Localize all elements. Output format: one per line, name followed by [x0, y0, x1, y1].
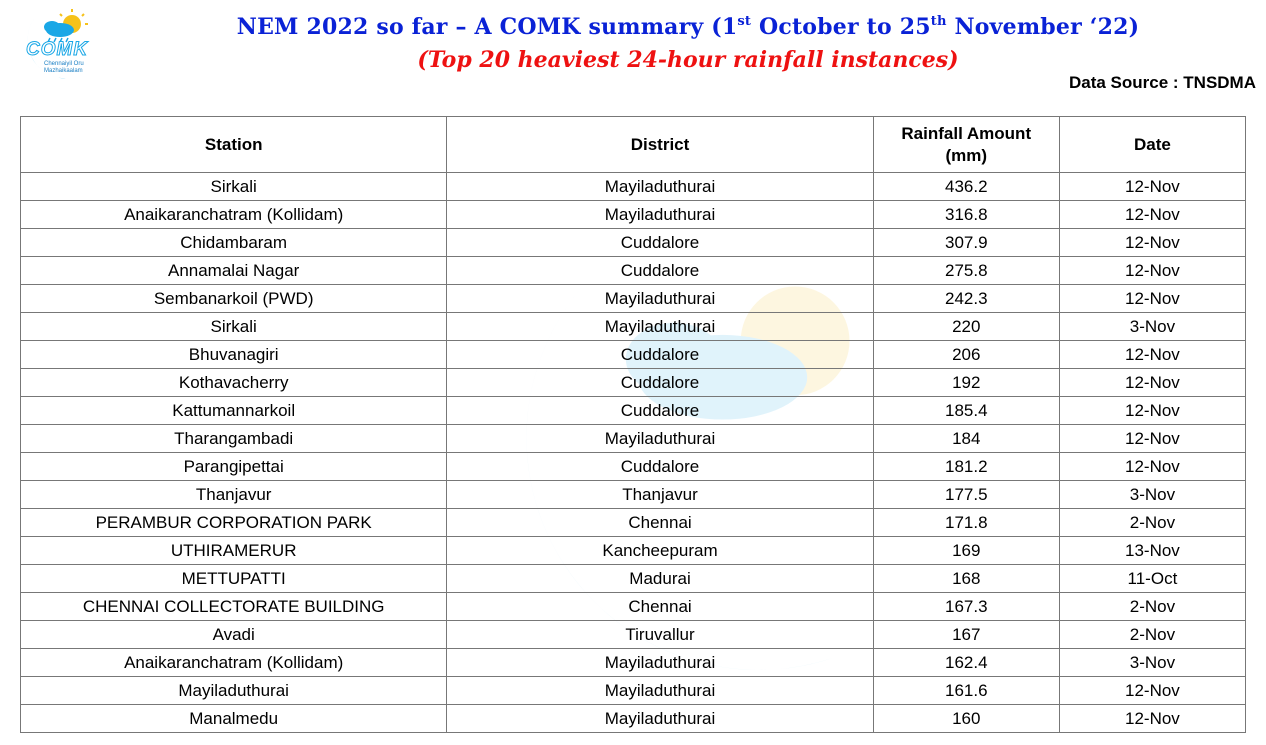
cell-date: 12-Nov: [1059, 397, 1245, 425]
cell-date: 12-Nov: [1059, 341, 1245, 369]
cell-district: Kancheepuram: [447, 537, 873, 565]
cell-station: Thanjavur: [21, 481, 447, 509]
cell-date: 12-Nov: [1059, 705, 1245, 733]
table-header-row: [21, 117, 1246, 173]
table-row: [21, 593, 1246, 621]
cell-rainfall: 177.5: [873, 481, 1059, 509]
cell-station: Avadi: [21, 621, 447, 649]
cell-district: Mayiladuthurai: [447, 425, 873, 453]
cell-district: Cuddalore: [447, 229, 873, 257]
cell-district: Mayiladuthurai: [447, 173, 873, 201]
table-row: [21, 173, 1246, 201]
cell-rainfall: 220: [873, 313, 1059, 341]
header-rainfall: [873, 117, 1059, 173]
cell-district: Mayiladuthurai: [447, 313, 873, 341]
cell-rainfall: 160: [873, 705, 1059, 733]
cell-rainfall: 171.8: [873, 509, 1059, 537]
cell-station: PERAMBUR CORPORATION PARK: [21, 509, 447, 537]
cell-district: Cuddalore: [447, 369, 873, 397]
cell-date: 12-Nov: [1059, 201, 1245, 229]
table-row: [21, 285, 1246, 313]
table-row: [21, 537, 1246, 565]
cell-station: METTUPATTI: [21, 565, 447, 593]
table-row: [21, 565, 1246, 593]
cell-rainfall: 167: [873, 621, 1059, 649]
table-row: [21, 341, 1246, 369]
cell-station: Anaikaranchatram (Kollidam): [21, 201, 447, 229]
table-row: [21, 313, 1246, 341]
cell-date: 3-Nov: [1059, 313, 1245, 341]
table-row: [21, 201, 1246, 229]
cell-date: 12-Nov: [1059, 453, 1245, 481]
cell-station: Sirkali: [21, 313, 447, 341]
cell-rainfall: 169: [873, 537, 1059, 565]
cell-date: 12-Nov: [1059, 173, 1245, 201]
cell-date: 12-Nov: [1059, 257, 1245, 285]
cell-station: CHENNAI COLLECTORATE BUILDING: [21, 593, 447, 621]
title-text-part1: NEM 2022 so far – A COMK summary (1: [236, 14, 738, 40]
cell-district: Chennai: [447, 593, 873, 621]
title-sup-th: th: [930, 14, 947, 29]
title-text-part3: November ‘22): [946, 14, 1140, 40]
cell-station: Mayiladuthurai: [21, 677, 447, 705]
cell-station: Bhuvanagiri: [21, 341, 447, 369]
cell-date: 12-Nov: [1059, 369, 1245, 397]
cell-rainfall: 275.8: [873, 257, 1059, 285]
cell-district: Mayiladuthurai: [447, 285, 873, 313]
cell-station: UTHIRAMERUR: [21, 537, 447, 565]
cell-rainfall: 162.4: [873, 649, 1059, 677]
cell-district: Mayiladuthurai: [447, 677, 873, 705]
header-rainfall-line1: Rainfall Amount: [901, 123, 1032, 143]
header-district: District: [447, 117, 873, 173]
table-row: [21, 397, 1246, 425]
cell-station: Kattumannarkoil: [21, 397, 447, 425]
cell-date: 2-Nov: [1059, 509, 1245, 537]
cell-rainfall: 181.2: [873, 453, 1059, 481]
cell-district: Cuddalore: [447, 397, 873, 425]
cell-district: Thanjavur: [447, 481, 873, 509]
cell-station: Annamalai Nagar: [21, 257, 447, 285]
cell-district: Chennai: [447, 509, 873, 537]
table-row: [21, 453, 1246, 481]
table-row: [21, 425, 1246, 453]
table-row: [21, 369, 1246, 397]
cell-station: Anaikaranchatram (Kollidam): [21, 649, 447, 677]
cell-date: 2-Nov: [1059, 593, 1245, 621]
cell-rainfall: 168: [873, 565, 1059, 593]
cell-district: Cuddalore: [447, 341, 873, 369]
cell-rainfall: 206: [873, 341, 1059, 369]
cell-district: Cuddalore: [447, 453, 873, 481]
table-row: [21, 481, 1246, 509]
cell-district: Madurai: [447, 565, 873, 593]
cell-rainfall: 192: [873, 369, 1059, 397]
cell-rainfall: 167.3: [873, 593, 1059, 621]
cell-rainfall: 185.4: [873, 397, 1059, 425]
cell-date: 12-Nov: [1059, 425, 1245, 453]
cell-station: Sirkali: [21, 173, 447, 201]
rainfall-table: [20, 116, 1246, 733]
data-source-label: Data Source : TNSDMA: [1068, 73, 1256, 92]
cell-station: Manalmedu: [21, 705, 447, 733]
cell-district: Mayiladuthurai: [447, 201, 873, 229]
cell-date: 2-Nov: [1059, 621, 1245, 649]
table-row: [21, 705, 1246, 733]
logo-text: COMK: [26, 39, 89, 60]
logo-tagline-line2: Mazhaikaalam: [44, 68, 83, 74]
header-station: Station: [21, 117, 447, 173]
table-row: [21, 621, 1246, 649]
table-row: [21, 649, 1246, 677]
cell-date: 11-Oct: [1059, 565, 1245, 593]
logo-tagline-line1: Chennaiyil Oru: [44, 61, 84, 67]
cell-station: Tharangambadi: [21, 425, 447, 453]
title-sup-st: st: [737, 14, 752, 29]
cell-date: 13-Nov: [1059, 537, 1245, 565]
comk-logo: [2, 4, 94, 90]
cell-district: Mayiladuthurai: [447, 649, 873, 677]
cell-station: Parangipettai: [21, 453, 447, 481]
cell-rainfall: 316.8: [873, 201, 1059, 229]
cell-date: 12-Nov: [1059, 229, 1245, 257]
table-row: [21, 229, 1246, 257]
cell-station: Sembanarkoil (PWD): [21, 285, 447, 313]
cell-district: Cuddalore: [447, 257, 873, 285]
cell-rainfall: 184: [873, 425, 1059, 453]
cell-station: Chidambaram: [21, 229, 447, 257]
cell-date: 3-Nov: [1059, 649, 1245, 677]
cell-rainfall: 161.6: [873, 677, 1059, 705]
page-subtitle: (Top 20 heaviest 24-hour rainfall instances): [417, 47, 959, 73]
cell-date: 12-Nov: [1059, 677, 1245, 705]
table-row: [21, 677, 1246, 705]
cell-date: 12-Nov: [1059, 285, 1245, 313]
title-text-part2: October to 25: [751, 14, 931, 40]
page-title: [130, 14, 1246, 40]
table-row: [21, 257, 1246, 285]
cell-rainfall: 307.9: [873, 229, 1059, 257]
cell-rainfall: 242.3: [873, 285, 1059, 313]
cell-rainfall: 436.2: [873, 173, 1059, 201]
cell-station: Kothavacherry: [21, 369, 447, 397]
cell-date: 3-Nov: [1059, 481, 1245, 509]
cell-district: Mayiladuthurai: [447, 705, 873, 733]
header-date: Date: [1059, 117, 1245, 173]
table-row: [21, 509, 1246, 537]
cell-district: Tiruvallur: [447, 621, 873, 649]
header-rainfall-line2: (mm): [945, 145, 988, 165]
